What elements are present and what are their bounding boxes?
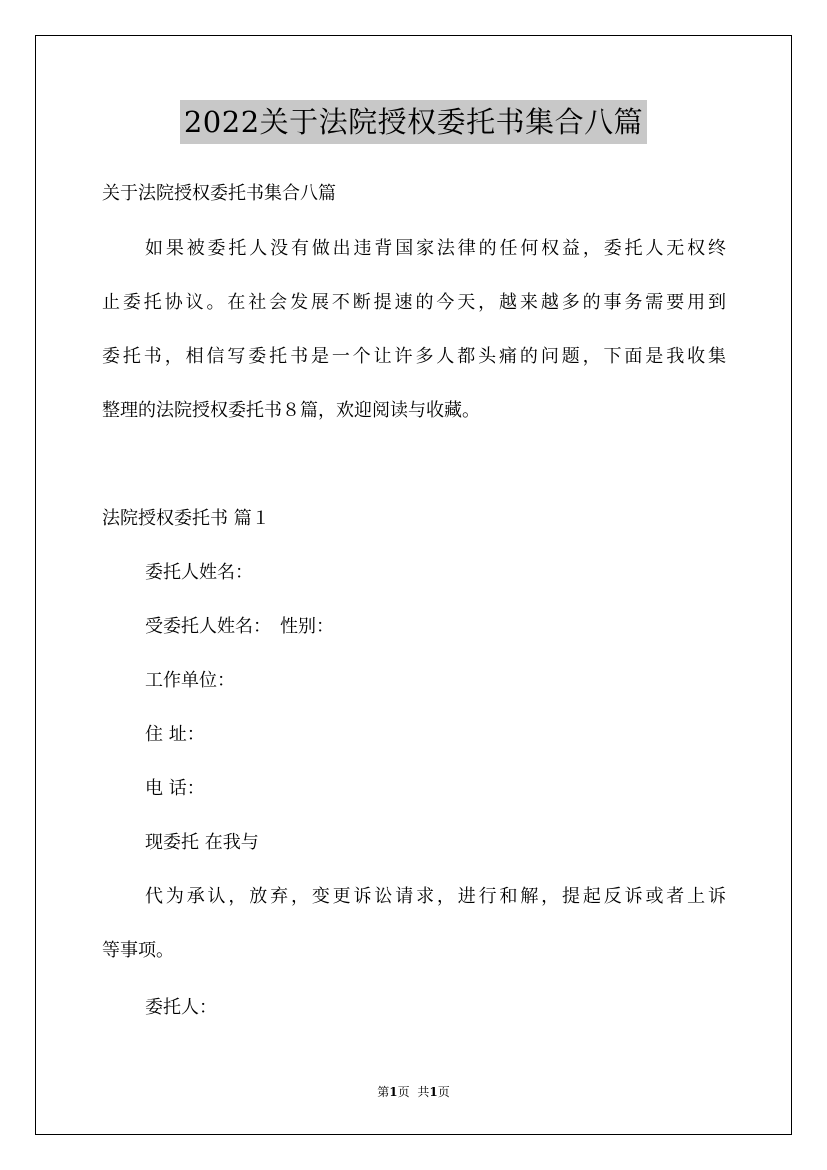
- page-prefix: 第: [377, 1085, 390, 1099]
- agent-name-gender-field: 受委托人姓名： 性别：: [145, 616, 334, 637]
- signer-field: 委托人：: [145, 997, 217, 1018]
- total-pages: 1: [429, 1085, 438, 1099]
- intro-line-1: 如果被委托人没有做出违背国家法律的任何权益，委托人无权终: [145, 238, 726, 259]
- client-name-field: 委托人姓名：: [145, 562, 253, 583]
- scope-line-2: 等事项。: [102, 940, 174, 961]
- page-number: 1: [389, 1085, 398, 1099]
- intro-line-2: 止委托协议。在社会发展不断提速的今天，越来越多的事务需要用到: [102, 292, 726, 313]
- section-heading: 法院授权委托书 篇１: [102, 508, 270, 529]
- page-footer: [0, 1084, 827, 1100]
- intro-line-3: 委托书，相信写委托书是一个让许多人都头痛的问题，下面是我收集: [102, 346, 726, 367]
- title-container: [0, 100, 827, 144]
- entrust-line: 现委托 在我与: [145, 832, 259, 853]
- address-field: 住 址：: [145, 724, 205, 745]
- document-title: 2022关于法院授权委托书集合八篇: [180, 100, 647, 144]
- scope-line-1: 代为承认，放弃，变更诉讼请求，进行和解，提起反诉或者上诉: [145, 886, 726, 907]
- phone-field: 电 话：: [145, 778, 205, 799]
- page-suffix: 页: [397, 1085, 410, 1099]
- intro-line-4: 整理的法院授权委托书８篇，欢迎阅读与收藏。: [102, 400, 480, 421]
- total-prefix: 共: [417, 1085, 430, 1099]
- work-unit-field: 工作单位：: [145, 670, 235, 691]
- total-suffix: 页: [437, 1085, 450, 1099]
- document-subtitle: 关于法院授权委托书集合八篇: [102, 183, 336, 204]
